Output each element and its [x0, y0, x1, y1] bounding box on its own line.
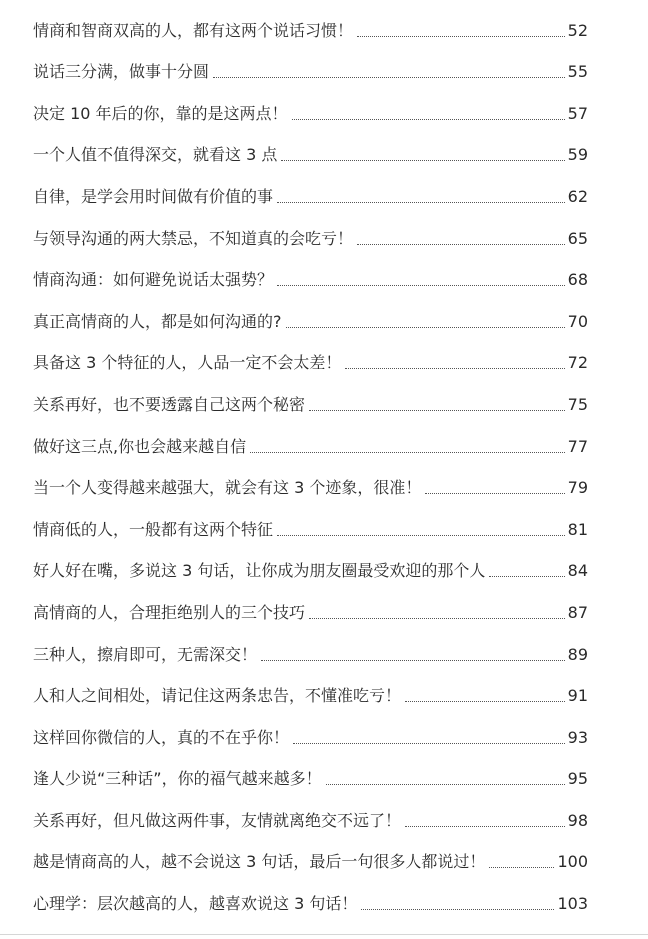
toc-entry-title: 当一个人变得越来越强大，就会有这 3 个迹象，很准！ — [33, 478, 422, 498]
toc-entry-page: 91 — [567, 686, 588, 706]
toc-entry-title: 越是情商高的人，越不会说这 3 句话，最后一句很多人都说过！ — [33, 852, 486, 872]
toc-entry[interactable] — [33, 832, 588, 874]
toc-entry[interactable] — [33, 458, 588, 500]
toc-entry[interactable] — [33, 42, 588, 84]
toc-entry[interactable] — [33, 416, 588, 458]
toc-entry-title: 逢人少说“三种话”，你的福气越来越多！ — [33, 769, 322, 789]
toc-leader-dots — [309, 410, 565, 411]
toc-entry[interactable] — [33, 208, 588, 250]
toc-entry-title: 关系再好，但凡做这两件事，友情就离绝交不远了！ — [33, 810, 402, 830]
toc-entry-title: 说话三分满，做事十分圆 — [33, 62, 210, 82]
toc-entry-title: 这样回你微信的人，真的不在乎你！ — [33, 727, 290, 747]
toc-entry-title: 一个人值不值得深交，就看这 3 点 — [33, 145, 278, 165]
toc-leader-dots — [277, 202, 565, 203]
toc-entry-title: 人和人之间相处，请记住这两条忠告，不懂准吃亏！ — [33, 686, 402, 706]
toc-entry-page: 68 — [567, 270, 588, 290]
toc-leader-dots — [361, 909, 554, 910]
toc-entry-title: 三种人，擦肩即可，无需深交！ — [33, 644, 258, 664]
toc-entry[interactable] — [33, 624, 588, 666]
toc-entry[interactable] — [33, 666, 588, 708]
toc-entry[interactable] — [33, 291, 588, 333]
toc-entry-title: 心理学：层次越高的人，越喜欢说这 3 句话！ — [33, 894, 358, 914]
toc-entry[interactable] — [33, 749, 588, 791]
page-bottom-divider — [0, 934, 648, 935]
toc-entry-page: 59 — [567, 145, 588, 165]
toc-entry-page: 65 — [567, 228, 588, 248]
toc-entry[interactable] — [33, 790, 588, 832]
toc-entry-page: 103 — [557, 894, 588, 914]
toc-leader-dots — [357, 36, 565, 37]
toc-entry[interactable] — [33, 707, 588, 749]
toc-leader-dots — [357, 244, 565, 245]
toc-entry[interactable] — [33, 499, 588, 541]
toc-entry[interactable] — [33, 374, 588, 416]
toc-leader-dots — [277, 285, 565, 286]
toc-entry-page: 81 — [567, 519, 588, 539]
toc-entry-page: 95 — [567, 769, 588, 789]
toc-entry-page: 70 — [567, 311, 588, 331]
toc-entry-title: 关系再好，也不要透露自己这两个秘密 — [33, 394, 306, 414]
toc-entry[interactable] — [33, 541, 588, 583]
toc-entry-page: 75 — [567, 394, 588, 414]
toc-leader-dots — [293, 743, 565, 744]
toc-leader-dots — [326, 784, 565, 785]
toc-leader-dots — [345, 368, 564, 369]
toc-entry[interactable] — [33, 582, 588, 624]
toc-leader-dots — [292, 119, 565, 120]
toc-entry-title: 与领导沟通的两大禁忌，不知道真的会吃亏！ — [33, 228, 354, 248]
toc-leader-dots — [261, 660, 565, 661]
toc-entry-page: 93 — [567, 727, 588, 747]
toc-entry-page: 84 — [567, 561, 588, 581]
toc-entry[interactable] — [33, 166, 588, 208]
toc-entry-page: 77 — [567, 436, 588, 456]
toc-leader-dots — [286, 327, 565, 328]
toc-leader-dots — [489, 576, 564, 577]
toc-entry-title: 高情商的人，合理拒绝别人的三个技巧 — [33, 602, 306, 622]
toc-entry[interactable] — [33, 83, 588, 125]
toc-entry-page: 87 — [567, 602, 588, 622]
toc-entry[interactable] — [33, 125, 588, 167]
toc-leader-dots — [213, 77, 565, 78]
toc-entry-title: 具备这 3 个特征的人，人品一定不会太差！ — [33, 353, 342, 373]
toc-leader-dots — [250, 452, 565, 453]
toc-entry-page: 98 — [567, 810, 588, 830]
toc-entry-page: 52 — [567, 20, 588, 40]
toc-entry-title: 情商和智商双高的人，都有这两个说话习惯！ — [33, 20, 354, 40]
toc-leader-dots — [425, 493, 564, 494]
toc-entry-page: 57 — [567, 103, 588, 123]
toc-entry-title: 真正高情商的人，都是如何沟通的? — [33, 311, 282, 331]
toc-entry[interactable] — [33, 873, 588, 915]
toc-entry[interactable] — [33, 250, 588, 292]
toc-entry-title: 情商低的人，一般都有这两个特征 — [33, 519, 274, 539]
toc-entry[interactable] — [33, 333, 588, 375]
toc-entry-page: 72 — [567, 353, 588, 373]
toc-leader-dots — [277, 535, 565, 536]
toc-entry-page: 55 — [567, 62, 588, 82]
toc-entry-page: 79 — [567, 478, 588, 498]
toc-entry-title: 情商沟通：如何避免说话太强势？ — [33, 270, 274, 290]
toc-leader-dots — [405, 701, 565, 702]
toc-leader-dots — [489, 867, 554, 868]
toc-entry-page: 100 — [557, 852, 588, 872]
toc-entry-title: 做好这三点,你也会越来越自信 — [33, 436, 247, 456]
toc-entry-page: 62 — [567, 186, 588, 206]
table-of-contents — [33, 0, 588, 915]
toc-entry-title: 好人好在嘴，多说这 3 句话，让你成为朋友圈最受欢迎的那个人 — [33, 561, 486, 581]
toc-leader-dots — [309, 618, 565, 619]
toc-leader-dots — [281, 160, 564, 161]
toc-entry-title: 自律，是学会用时间做有价值的事 — [33, 186, 274, 206]
toc-leader-dots — [405, 826, 565, 827]
toc-entry[interactable] — [33, 0, 588, 42]
toc-entry-page: 89 — [567, 644, 588, 664]
toc-entry-title: 决定 10 年后的你，靠的是这两点！ — [33, 103, 288, 123]
